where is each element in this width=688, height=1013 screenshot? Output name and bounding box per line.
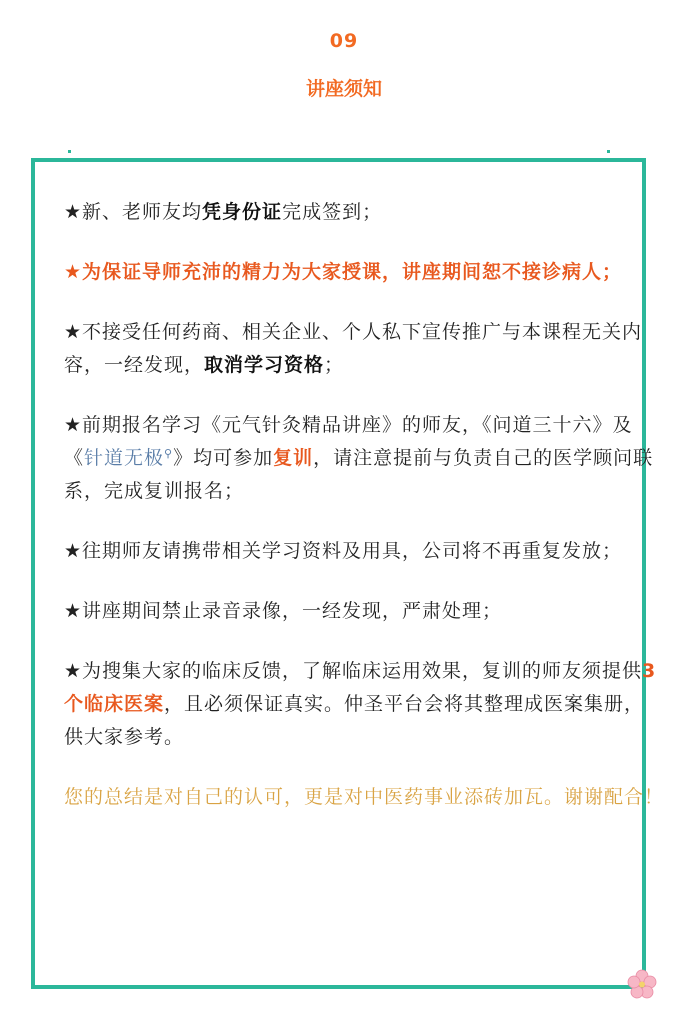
corner-dot-icon bbox=[68, 150, 71, 153]
notice-highlight: 为保证导师充沛的精力为大家授课，讲座期间恕不接诊病人； bbox=[82, 261, 623, 283]
course-link[interactable]: 针道无极 bbox=[84, 447, 165, 469]
notice-item bbox=[64, 256, 664, 289]
cherry-blossom-icon bbox=[626, 968, 658, 1000]
notice-text: ★为搜集大家的临床反馈，了解临床运用效果，复训的师友须提供 bbox=[64, 660, 643, 682]
notice-emphasis: 凭身份证 bbox=[202, 201, 283, 223]
notice-text: ，且必须保证真实。仲圣平台会将其整理成医案集册，供大家参考。 bbox=[64, 693, 645, 748]
closing-message: 您的总结是对自己的认可，更是对中医药事业添砖加瓦。谢谢配合！ bbox=[64, 786, 665, 808]
notice-text: ； bbox=[324, 354, 345, 376]
notice-text: ★讲座期间禁止录音录像，一经发现，严肃处理； bbox=[64, 600, 503, 622]
section-title: 讲座须知 bbox=[305, 78, 382, 100]
corner-dot-icon bbox=[607, 150, 610, 153]
notice-item bbox=[64, 409, 664, 508]
section-number: 09 bbox=[329, 30, 359, 52]
notice-item bbox=[64, 196, 664, 229]
notice-text: ★新、老师友均 bbox=[64, 201, 203, 223]
notice-text: 完成签到； bbox=[282, 201, 383, 223]
notice-text: ★前期报名学习《元气针灸精品讲座》的师友，《问道三十六》及《 bbox=[64, 414, 633, 469]
notice-list bbox=[64, 196, 664, 841]
notice-text: ★不接受任何药商、相关企业、个人私下宣传推广与本课程无关内容，一经发现， bbox=[64, 321, 643, 376]
search-icon[interactable]: ⚲ bbox=[164, 446, 174, 460]
notice-text: 》均可参加 bbox=[173, 447, 274, 469]
notice-item bbox=[64, 316, 664, 382]
notice-highlight: 3个临床医案 bbox=[64, 660, 657, 715]
notice-highlight: 复训 bbox=[273, 447, 314, 469]
notice-item bbox=[64, 595, 664, 628]
notice-text: ，请注意提前与负责自己的医学顾问联系，完成复训报名； bbox=[64, 447, 654, 502]
notice-item bbox=[64, 655, 664, 754]
notice-item bbox=[64, 535, 664, 568]
notice-text: ★往期师友请携带相关学习资料及用具，公司将不再重复发放； bbox=[64, 540, 623, 562]
notice-emphasis: 取消学习资格 bbox=[204, 354, 325, 376]
notice-text: ★ bbox=[64, 261, 83, 283]
